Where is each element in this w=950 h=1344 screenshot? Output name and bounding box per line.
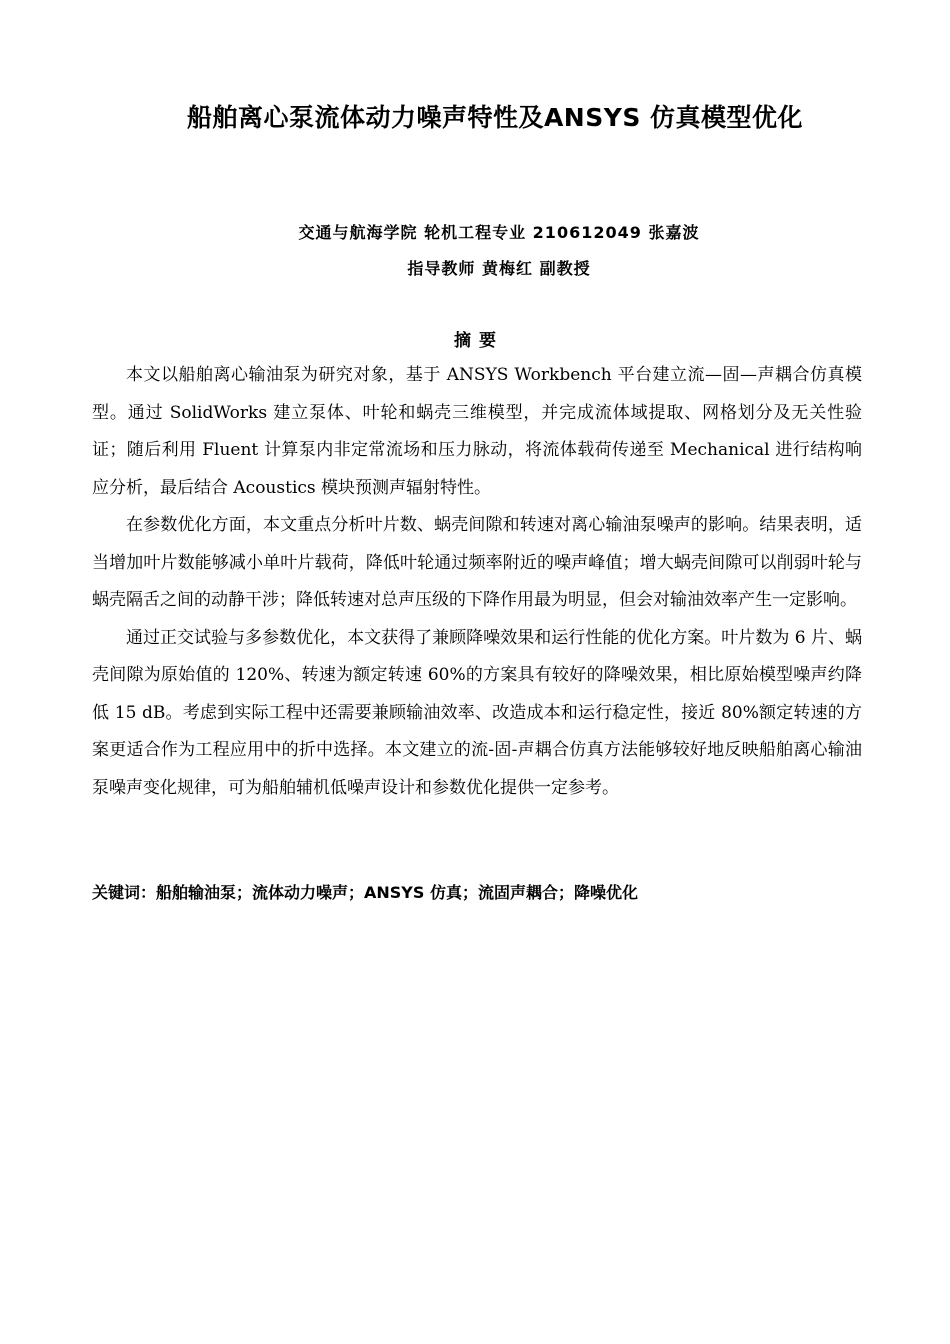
paper-title: 船舶离心泵流体动力噪声特性及ANSYS 仿真模型优化: [186, 103, 804, 132]
author-info: 交通与航海学院 轮机工程专业 210612049 张嘉波: [298, 223, 700, 242]
abstract-paragraph-3: 通过正交试验与多参数优化，本文获得了兼顾降噪效果和运行性能的优化方案。叶片数为 6 片、蜗壳间隙为原始值的 120%、转速为额定转速 60%的方案具有较好的降噪效果，相比原始模型噪声约降低 15 dB。考虑到实际工程中还需要兼顾输油效率、改造成本和运行稳定性，接近 80%额定转速的方案更适合作为工程应用中的折中选择。本文建立的流-固-声耦合仿真方法能够较好地反映船舶离心输油泵噪声变化规律，可为船舶辅机低噪声设计和参数优化提供一定参考。: [92, 627, 862, 798]
advisor-info: 指导教师 黄梅红 副教授: [407, 259, 591, 278]
abstract-heading: 摘要: [454, 331, 504, 351]
abstract-body: [92, 357, 862, 807]
keywords: 关键词：船舶输油泵；流体动力噪声；ANSYS 仿真；流固声耦合；降噪优化: [92, 883, 638, 902]
abstract-paragraph-1: 本文以船舶离心输油泵为研究对象，基于 ANSYS Workbench 平台建立流—固—声耦合仿真模型。通过 SolidWorks 建立泵体、叶轮和蜗壳三维模型，并完成流体域提取、网格划分及无关性验证；随后利用 Fluent 计算泵内非定常流场和压力脉动，将流体载荷传递至 Mechanical 进行结构响应分析，最后结合 Acoustics 模块预测声辐射特性。: [92, 365, 862, 498]
abstract-paragraph-2: 在参数优化方面，本文重点分析叶片数、蜗壳间隙和转速对离心输油泵噪声的影响。结果表明，适当增加叶片数能够减小单叶片载荷，降低叶轮通过频率附近的噪声峰值；增大蜗壳间隙可以削弱叶轮与蜗壳隔舌之间的动静干涉；降低转速对总声压级的下降作用最为明显，但会对输油效率产生一定影响。: [92, 515, 862, 610]
